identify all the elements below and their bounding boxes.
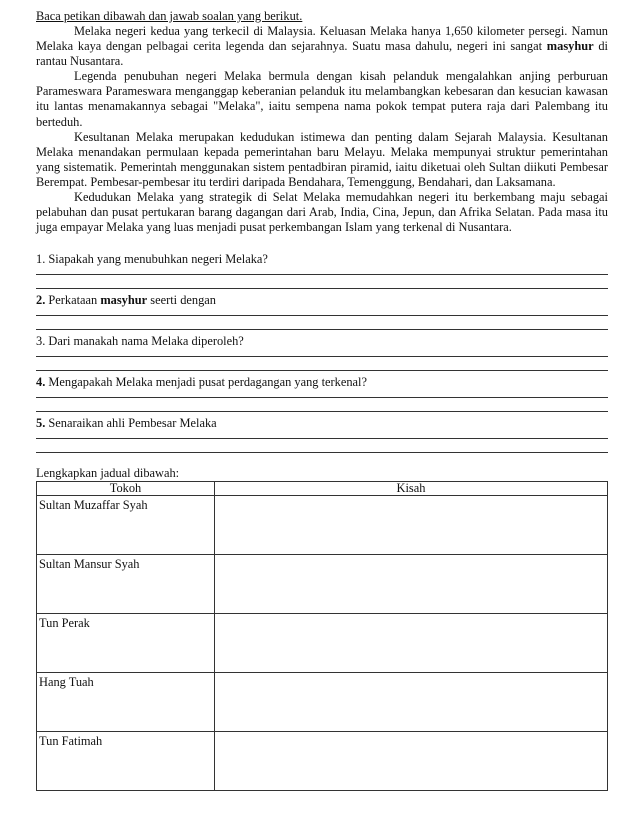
question-number: 1. <box>36 252 46 267</box>
kisah-cell[interactable] <box>215 614 608 673</box>
kisah-cell[interactable] <box>215 732 608 791</box>
tokoh-cell: Hang Tuah <box>37 673 215 732</box>
question-number: 4. <box>36 375 46 390</box>
tokoh-cell: Tun Fatimah <box>37 732 215 791</box>
answer-line[interactable] <box>36 267 608 275</box>
paragraph-4 <box>36 190 608 235</box>
table-header-row <box>37 482 608 496</box>
question-5 <box>36 416 608 453</box>
question-number: 2. <box>36 293 46 308</box>
tokoh-cell: Sultan Muzaffar Syah <box>37 496 215 555</box>
paragraph-text: Legenda penubuhan negeri Melaka bermula dengan kisah pelanduk mengalahkan anjing perburuan Parameswara Parameswara menganggap keberanian pelanduk itu melambangkan kebesaran dan kesucian kawasan itu lantas menamakannya sebagai "Melaka", iaitu sempena nama pokok tempat putera raja dari Palembang itu berteduh. <box>36 69 608 129</box>
questions <box>36 252 608 453</box>
answer-line[interactable] <box>36 275 608 289</box>
bold-word: masyhur <box>100 293 148 308</box>
header-kisah: Kisah <box>215 482 608 496</box>
answer-line[interactable] <box>36 357 608 371</box>
paragraph-text: Kedudukan Melaka yang strategik di Selat Melaka memudahkan negeri itu berkembang maju sebagai pelabuhan dan pusat pertukaran barang dagangan dari Arab, India, Cina, Jepun, dan Afrika Selatan. Pada masa itu juga empayar Melaka yang luas menjadi pusat perkembangan Islam yang terkenal di Nusantara. <box>36 190 608 235</box>
answer-line[interactable] <box>36 308 608 316</box>
question-text: Perkataan <box>45 293 101 308</box>
question-number: 5. <box>36 416 46 431</box>
question-number: 3. <box>36 334 46 349</box>
tokoh-cell: Sultan Mansur Syah <box>37 555 215 614</box>
question-text: Mengapakah Melaka menjadi pusat perdagangan yang terkenal? <box>45 375 367 390</box>
kisah-cell[interactable] <box>215 496 608 555</box>
paragraph-2 <box>36 69 608 129</box>
kisah-cell[interactable] <box>215 555 608 614</box>
tokoh-table <box>36 481 608 791</box>
paragraph-3 <box>36 130 608 190</box>
table-row <box>37 496 608 555</box>
passage <box>36 24 608 235</box>
question-2 <box>36 293 608 330</box>
question-1 <box>36 252 608 289</box>
kisah-cell[interactable] <box>215 673 608 732</box>
question-text: Senaraikan ahli Pembesar Melaka <box>45 416 217 431</box>
paragraph-text: Melaka negeri kedua yang terkecil di Malaysia. Keluasan Melaka hanya 1,650 kilometer persegi. Namun Melaka kaya dengan pelbagai cerita legenda dan sejarahnya. Suatu masa dahulu, negeri ini sangat <box>36 24 608 54</box>
answer-line[interactable] <box>36 398 608 412</box>
table-title: Lengkapkan jadual dibawah: <box>36 466 180 481</box>
header-tokoh: Tokoh <box>37 482 215 496</box>
table-row <box>37 732 608 791</box>
table-row <box>37 673 608 732</box>
question-text: Dari manakah nama Melaka diperoleh? <box>45 334 244 349</box>
question-4 <box>36 375 608 412</box>
table-row <box>37 555 608 614</box>
question-text: seerti dengan <box>147 293 216 308</box>
worksheet <box>36 9 608 791</box>
answer-line[interactable] <box>36 349 608 357</box>
paragraph-text: di rantau Nusantara. <box>36 39 608 69</box>
answer-line[interactable] <box>36 316 608 330</box>
answer-line[interactable] <box>36 390 608 398</box>
question-text: Siapakah yang menubuhkan negeri Melaka? <box>45 252 268 267</box>
question-3 <box>36 334 608 371</box>
table-row <box>37 614 608 673</box>
bold-word: masyhur <box>546 39 594 54</box>
answer-line[interactable] <box>36 431 608 439</box>
tokoh-cell: Tun Perak <box>37 614 215 673</box>
answer-line[interactable] <box>36 439 608 453</box>
paragraph-text: Kesultanan Melaka merupakan kedudukan istimewa dan penting dalam Sejarah Malaysia. Kesultanan Melaka menandakan permulaan kepada pemerintahan baru Melayu. Melaka mempunyai struktur pemerintahan yang sistematik. Pemerintah menggunakan sistem pentadbiran piramid, iaitu diketuai oleh Sultan diikuti Pembesar Berempat. Pembesar-pembesar itu terdiri daripada Bendahara, Temenggung, Bendahari, dan Laksamana. <box>36 129 608 189</box>
paragraph-1 <box>36 24 608 69</box>
instruction: Baca petikan dibawah dan jawab soalan yang berikut. <box>36 9 303 23</box>
